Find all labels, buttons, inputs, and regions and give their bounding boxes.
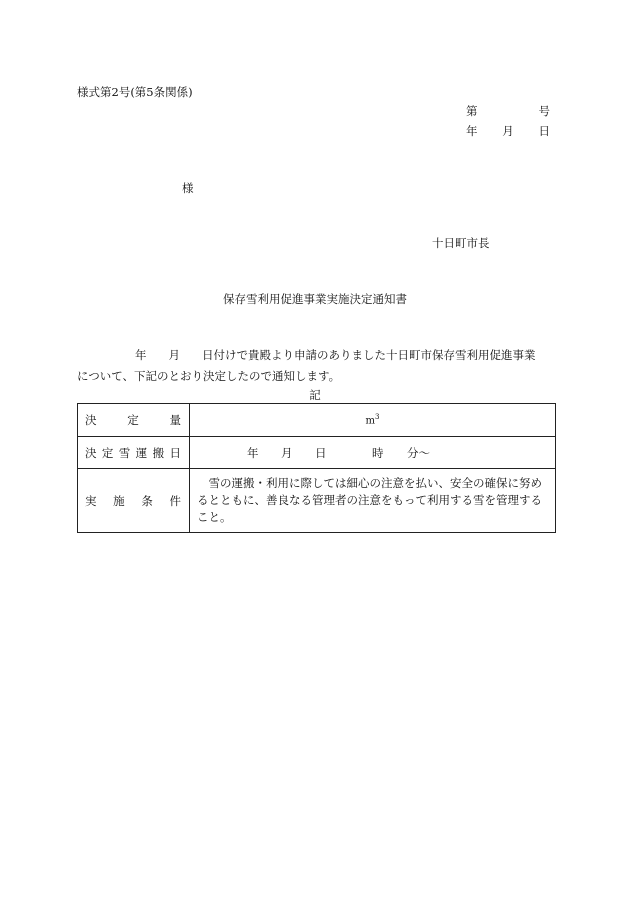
table-row	[78, 437, 556, 469]
doc-date-year: 年	[466, 124, 478, 138]
transport-datetime-value: 年 月 日 時 分～	[190, 437, 556, 469]
cubic-meter-unit: m	[365, 415, 375, 427]
document-title: 保存雪利用促進事業実施決定通知書	[223, 292, 407, 306]
body-text-line-1	[135, 347, 536, 363]
document-number-line	[466, 103, 550, 119]
doc-date-month: 月	[502, 124, 514, 138]
body-line1-rest: 日付けで貴殿より申請のありました十日町市保存雪利用促進事業	[202, 348, 536, 362]
label-conditions: 実 施 条 件	[78, 469, 190, 533]
ki-heading: 記	[309, 388, 321, 402]
form-number: 様式第2号(第5条関係)	[77, 85, 193, 99]
details-table	[77, 403, 556, 533]
doc-date-day: 日	[538, 124, 550, 138]
table-row	[78, 404, 556, 437]
label-decided-amount: 決 定 量	[78, 404, 190, 437]
document-date-line	[466, 123, 550, 139]
decided-amount-value	[190, 404, 556, 437]
conditions-value: 雪の運搬・利用に際しては細心の注意を払い、安全の確保に努めるとともに、善良なる管理者の注意をもって利用する雪を管理すること。	[190, 469, 556, 533]
body-month: 月	[168, 348, 180, 362]
sender-name: 十日町市長	[432, 236, 490, 250]
doc-number-suffix: 号	[538, 104, 550, 118]
body-text-line-2: について、下記のとおり決定したので通知します。	[77, 369, 341, 383]
label-transport-date: 決 定 雪 運 搬 日	[78, 437, 190, 469]
recipient-suffix: 様	[182, 181, 194, 195]
body-year: 年	[135, 348, 147, 362]
unit-superscript: 3	[375, 413, 380, 422]
table-row	[78, 469, 556, 533]
doc-number-prefix: 第	[466, 104, 478, 118]
